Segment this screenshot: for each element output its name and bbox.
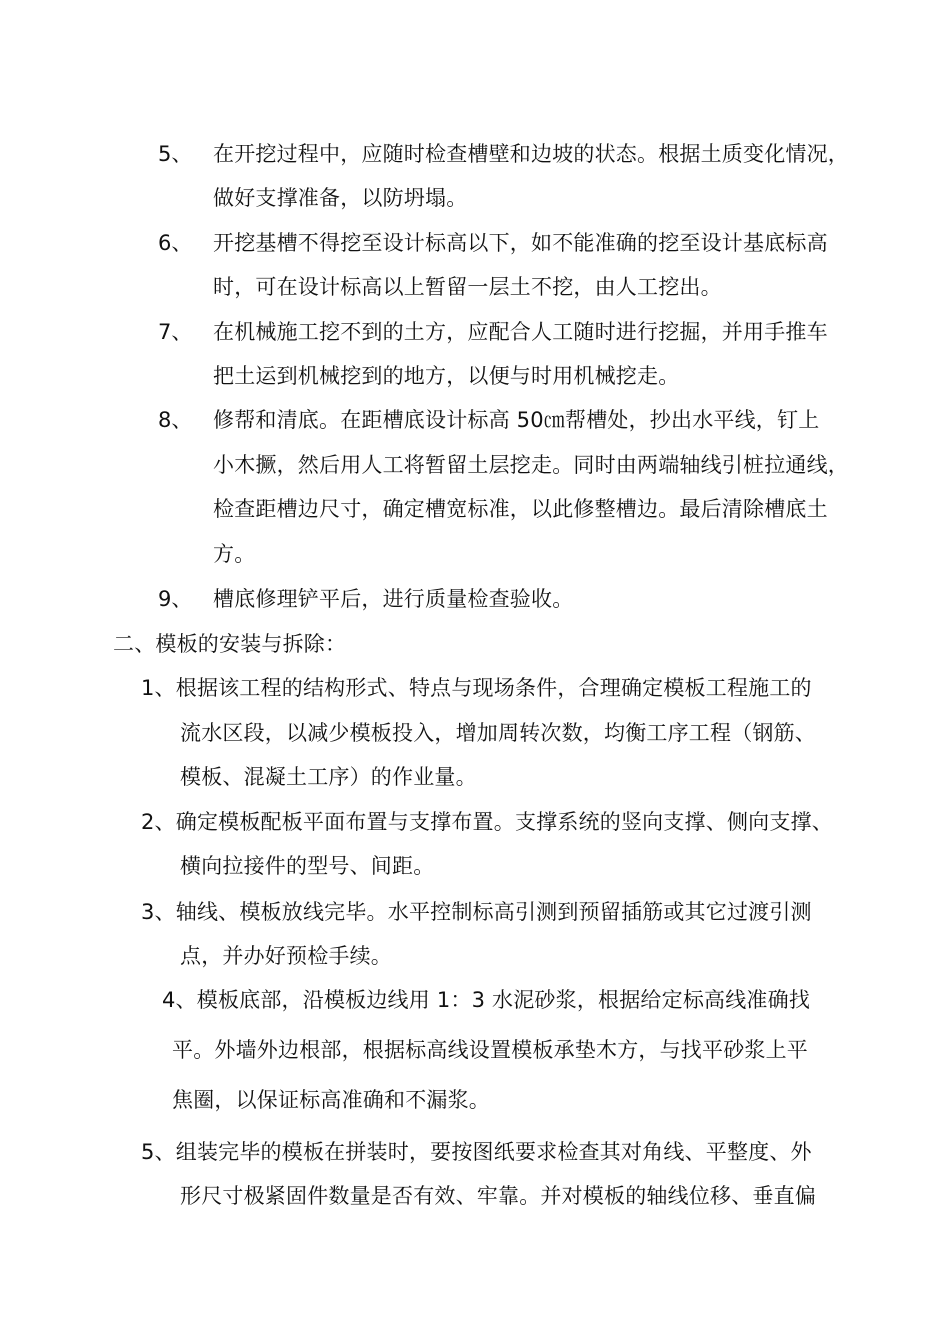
paragraph-line: 槽底修理铲平后，进行质量检查验收。 xyxy=(213,587,574,611)
paragraph-line: 5、组装完毕的模板在拼装时，要按图纸要求检查其对角线、平整度、外 xyxy=(141,1140,812,1164)
section-heading: 二、模板的安装与拆除： xyxy=(113,632,347,656)
paragraph-line: 流水区段，以减少模板投入，增加周转次数，均衡工序工程（钢筋、 xyxy=(180,721,816,745)
item-number: 5、 xyxy=(158,142,193,166)
paragraph-line: 在机械施工挖不到的土方，应配合人工随时进行挖掘，并用手推车 xyxy=(213,320,828,344)
item-number: 9、 xyxy=(158,587,193,611)
paragraph-line: 把土运到机械挖到的地方，以便与时用机械挖走。 xyxy=(213,364,680,388)
paragraph-line: 小木撅，然后用人工将暂留土层挖走。同时由两端轴线引桩拉通线， xyxy=(213,453,849,477)
item-number: 8、 xyxy=(158,408,193,432)
paragraph-line: 形尺寸极紧固件数量是否有效、牢靠。并对模板的轴线位移、垂直偏 xyxy=(180,1184,816,1208)
paragraph-line: 1、根据该工程的结构形式、特点与现场条件，合理确定模板工程施工的 xyxy=(141,676,812,700)
paragraph-line: 在开挖过程中，应随时检查槽壁和边坡的状态。根据土质变化情况， xyxy=(213,142,849,166)
paragraph-line: 做好支撑准备，以防坍塌。 xyxy=(213,186,468,210)
paragraph-line: 焦圈，以保证标高准确和不漏浆。 xyxy=(172,1088,490,1112)
paragraph-line: 检查距槽边尺寸，确定槽宽标准，以此修整槽边。最后清除槽底土 xyxy=(213,497,828,521)
paragraph-line: 开挖基槽不得挖至设计标高以下，如不能准确的挖至设计基底标高 xyxy=(213,231,828,255)
paragraph-line: 4、模板底部，沿模板边线用 1：3 水泥砂浆，根据给定标高线准确找 xyxy=(162,988,811,1012)
paragraph-line: 横向拉接件的型号、间距。 xyxy=(180,854,435,878)
item-number: 7、 xyxy=(158,320,193,344)
paragraph-line: 模板、混凝土工序）的作业量。 xyxy=(180,765,477,789)
paragraph-line: 时，可在设计标高以上暂留一层土不挖，由人工挖出。 xyxy=(213,275,722,299)
item-number: 6、 xyxy=(158,231,193,255)
paragraph-line: 3、轴线、模板放线完毕。水平控制标高引测到预留插筋或其它过渡引测 xyxy=(141,900,812,924)
paragraph-line: 平。外墙外边根部，根据标高线设置模板承垫木方，与找平砂浆上平 xyxy=(172,1038,808,1062)
paragraph-line: 2、确定模板配板平面布置与支撑布置。支撑系统的竖向支撑、侧向支撑、 xyxy=(141,810,833,834)
paragraph-line: 点，并办好预检手续。 xyxy=(180,944,392,968)
paragraph-line: 修帮和清底。在距槽底设计标高 50㎝帮槽处，抄出水平线，钉上 xyxy=(213,408,820,432)
paragraph-line: 方。 xyxy=(213,542,256,566)
